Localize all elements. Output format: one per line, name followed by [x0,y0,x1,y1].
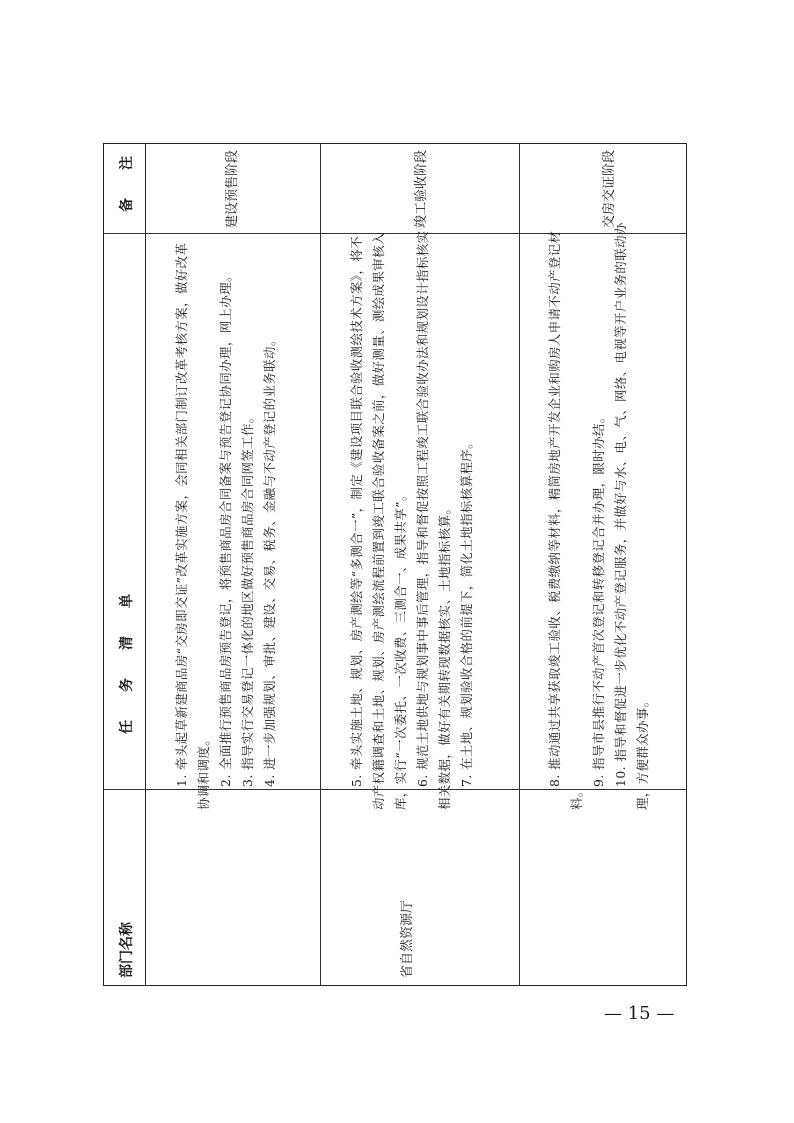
section-divider [519,144,520,985]
remark-section-3: 交房交证阶段 [602,149,617,228]
task-line: 相关数据，做好有关期转现数据核实、土地指标核算。 [437,501,452,810]
task-line: 料。 [569,784,584,810]
task-line: 理，方便群众办事。 [635,694,650,810]
task-line: 1. 牵头起草新建商品房“交房即交证”改革实施方案，会同相关部门制订改革考核方案，做好改革 [174,242,189,787]
header-task-list: 任 务 清 单 [119,594,135,734]
task-table [103,143,687,986]
task-line: 库，实行“一次委托、一次收费、三测合一、成果共享”。 [393,488,408,810]
header-column-divider [145,144,146,985]
task-line: 10. 指导和督促进一步优化不动产登记服务，并做好与水、电、气、网络、电视等开户业务的联动办 [613,222,628,787]
remark-section-1: 建设预售阶段 [225,149,240,228]
section-divider [320,144,321,985]
task-line: 7. 在土地、规划验收合格的前提下，简化土地指标核算程序。 [459,436,474,787]
section-divider [104,233,686,234]
task-line: 2. 全面推行预售商品房预告登记，将预售商品房合同备案与预告登记协同办理，网上办理。 [218,269,233,787]
task-line: 动产权籍调查和土地、规划、房产测绘流程前置到竣工联合验收备案之前，做好测量、测绘成果审核入 [371,232,386,810]
header-remarks: 备 注 [119,156,135,212]
task-line: 4. 进一步加强规划、审批、建设、交易、税务、金融与不动产登记的业务联动。 [262,333,277,787]
remark-section-2: 竣工验收阶段 [414,149,429,228]
task-line: 5. 牵头实施土地、规划、房产测绘等“多测合一”，制定《建设项目联合验收测绘技术方案》，将不 [349,236,364,787]
task-line: 3. 指导实行交易登记一体化的地区做好预售商品房合同网签工作。 [240,410,255,787]
page-number: — 15 — [604,1003,675,1024]
task-line: 6. 规范土地供地与规划事中事后管理，指导和督促按照工程竣工联合验收办法和规划设计指标核实 [415,230,430,787]
task-line: 9. 指导市县推行不动产首次登记和转移登记合并办理，限时办结。 [591,410,606,787]
header-dept-name: 部门名称 [119,922,135,978]
task-line: 协调和调度。 [196,732,211,810]
department-name: 省自然资源厅 [400,899,415,978]
task-line: 8. 推动通过共享获取竣工验收、税费缴纳等材料，精简房地产开发企业和购房人申请不动产登记材 [547,230,562,787]
